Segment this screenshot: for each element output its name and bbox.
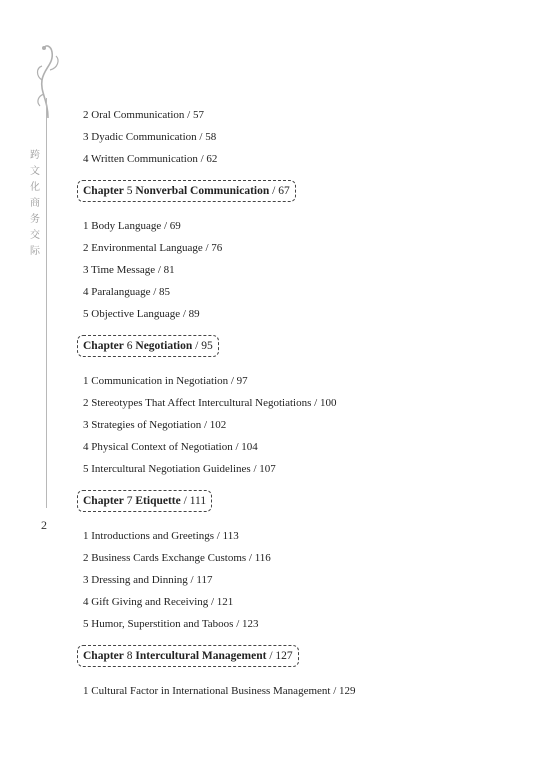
- floral-ornament-icon: [34, 40, 64, 120]
- chapter-number: 7: [126, 495, 133, 507]
- chapter-number: 5: [126, 185, 133, 197]
- toc-entry: 2 Business Cards Exchange Customs / 116: [83, 552, 271, 564]
- chapter-label: Chapter: [83, 650, 124, 662]
- chapter-title: Etiquette: [135, 495, 181, 507]
- book-title-vertical: 跨文化商务交际: [30, 150, 40, 257]
- chapter-title: Negotiation: [135, 340, 193, 352]
- toc-entry: 3 Dressing and Dinning / 117: [83, 574, 213, 586]
- chapter-title: Nonverbal Communication: [135, 185, 270, 197]
- toc-entry: 1 Body Language / 69: [83, 220, 181, 232]
- chapter-title: Intercultural Management: [135, 650, 267, 662]
- chapter-page: / 111: [183, 495, 207, 507]
- toc-entry: 5 Intercultural Negotiation Guidelines / 107: [83, 463, 276, 475]
- toc-entry: 4 Paralanguage / 85: [83, 286, 171, 298]
- toc-entry: 3 Dyadic Communication / 58: [83, 131, 217, 143]
- chapter-heading: [77, 180, 296, 202]
- chapter-label: Chapter: [83, 495, 124, 507]
- chapter-heading: [77, 335, 219, 357]
- toc-entry: 4 Gift Giving and Receiving / 121: [83, 596, 234, 608]
- chapter-number: 8: [126, 650, 133, 662]
- side-rule: [46, 98, 47, 508]
- toc-entry: 3 Time Message / 81: [83, 264, 175, 276]
- chapter-label: Chapter: [83, 340, 124, 352]
- toc-entry: 1 Cultural Factor in International Business Management / 129: [83, 685, 356, 697]
- toc-entry: 4 Written Communication / 62: [83, 153, 218, 165]
- toc-entry: 2 Environmental Language / 76: [83, 242, 223, 254]
- toc-entry: 3 Strategies of Negotiation / 102: [83, 419, 227, 431]
- toc-entry: 1 Communication in Negotiation / 97: [83, 375, 248, 387]
- chapter-page: / 95: [195, 340, 213, 352]
- toc-entry: 2 Stereotypes That Affect Intercultural Negotiations / 100: [83, 397, 337, 409]
- toc-entry: 1 Introductions and Greetings / 113: [83, 530, 239, 542]
- toc-entry: 5 Objective Language / 89: [83, 308, 200, 320]
- page-number: 2: [41, 518, 47, 532]
- toc-entry: 2 Oral Communication / 57: [83, 109, 204, 121]
- toc-entry: 5 Humor, Superstition and Taboos / 123: [83, 618, 259, 630]
- chapter-page: / 127: [269, 650, 293, 662]
- chapter-page: / 67: [272, 185, 290, 197]
- chapter-heading: [77, 490, 212, 512]
- toc-entry: 4 Physical Context of Negotiation / 104: [83, 441, 258, 453]
- chapter-number: 6: [126, 340, 133, 352]
- chapter-heading: [77, 645, 299, 667]
- chapter-label: Chapter: [83, 185, 124, 197]
